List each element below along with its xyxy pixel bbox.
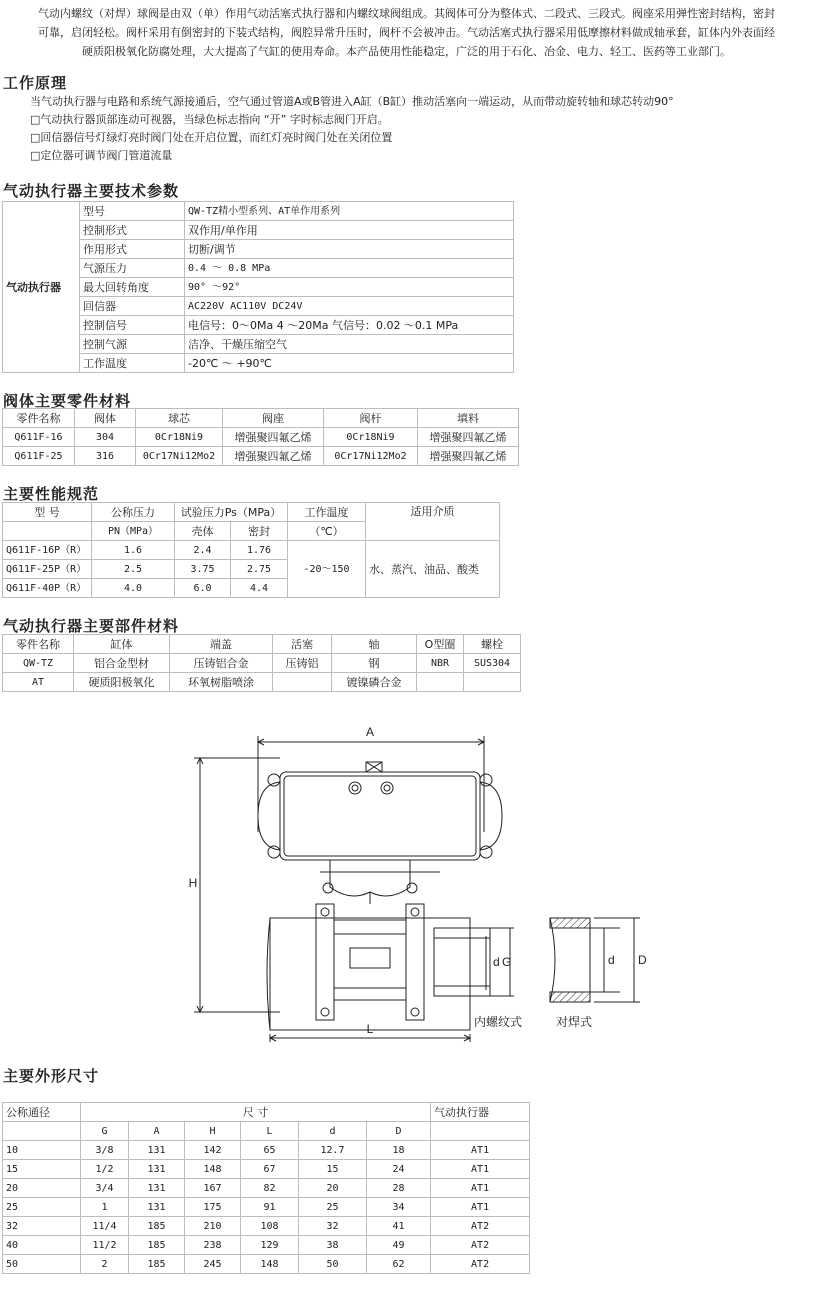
cell: 25 bbox=[299, 1198, 367, 1217]
dim-label-d: d bbox=[493, 955, 500, 969]
cell: 65 bbox=[241, 1141, 299, 1160]
param-name: 控制形式 bbox=[80, 221, 185, 240]
cell bbox=[464, 673, 521, 692]
cell: 34 bbox=[367, 1198, 431, 1217]
cell: 钢 bbox=[332, 654, 417, 673]
cell: Q611F-25P（R） bbox=[3, 560, 92, 579]
cell: 15 bbox=[299, 1160, 367, 1179]
cell: 环氧树脂喷涂 bbox=[170, 673, 273, 692]
cell: 6.0 bbox=[175, 579, 231, 598]
cell: 11/4 bbox=[81, 1217, 129, 1236]
cell: 148 bbox=[185, 1160, 241, 1179]
col-header: 气动执行器 bbox=[431, 1103, 530, 1122]
cell: 铝合金型材 bbox=[74, 654, 170, 673]
cell: 131 bbox=[129, 1141, 185, 1160]
dim-label-h: H bbox=[188, 876, 198, 890]
param-name: 回信器 bbox=[80, 297, 185, 316]
cell: 增强聚四氟乙烯 bbox=[223, 428, 324, 447]
performance-title: 主要性能规范 bbox=[3, 485, 100, 503]
table-row bbox=[3, 316, 514, 335]
col-header: L bbox=[241, 1122, 299, 1141]
col-header: 尺 寸 bbox=[81, 1103, 431, 1122]
cell: 304 bbox=[75, 428, 136, 447]
col-header: 试验压力Ps（MPa） bbox=[175, 503, 288, 522]
col-header: 活塞 bbox=[273, 635, 332, 654]
body-materials-title: 阀体主要零件材料 bbox=[3, 392, 132, 410]
table-row bbox=[3, 278, 514, 297]
cell: 增强聚四氟乙烯 bbox=[223, 447, 324, 466]
cell: 20 bbox=[299, 1179, 367, 1198]
cell: Q611F-16 bbox=[3, 428, 75, 447]
cell: 压铸铝合金 bbox=[170, 654, 273, 673]
dim-label-g: G bbox=[502, 955, 512, 969]
cell: 50 bbox=[3, 1255, 81, 1274]
col-header: 壳体 bbox=[175, 522, 231, 541]
cell: 15 bbox=[3, 1160, 81, 1179]
table-row bbox=[3, 541, 500, 560]
col-header: 阀座 bbox=[223, 409, 324, 428]
cell: 0Cr18Ni9 bbox=[136, 428, 223, 447]
col-header: PN（MPa） bbox=[92, 522, 175, 541]
cell: 2.4 bbox=[175, 541, 231, 560]
intro-line: 硬质阳极氧化防腐处理，大大提高了气缸的使用寿命。本产品使用性能稳定，广泛的用于石化、冶金、电力、轻工、医药等工业部门。 bbox=[82, 45, 731, 58]
cell: 2.5 bbox=[92, 560, 175, 579]
col-header: 零件名称 bbox=[3, 409, 75, 428]
cell: 131 bbox=[129, 1160, 185, 1179]
weld-end-drawing bbox=[540, 908, 660, 1008]
cell bbox=[417, 673, 464, 692]
param-name: 最大回转角度 bbox=[80, 278, 185, 297]
cell bbox=[3, 1122, 81, 1141]
cell: 32 bbox=[299, 1217, 367, 1236]
col-header: 轴 bbox=[332, 635, 417, 654]
param-value: QW-TZ精小型系列、AT单作用系列 bbox=[185, 202, 514, 221]
table-row bbox=[3, 654, 521, 673]
dim-label-a: A bbox=[365, 725, 375, 739]
cell: 硬质阳极氧化 bbox=[74, 673, 170, 692]
cell: 0Cr18Ni9 bbox=[324, 428, 418, 447]
cell: 20 bbox=[3, 1179, 81, 1198]
table-row bbox=[3, 447, 519, 466]
param-value: 双作用/单作用 bbox=[185, 221, 514, 240]
caption-thread-type: 内螺纹式 bbox=[474, 1015, 523, 1029]
table-row bbox=[3, 1179, 530, 1198]
col-header: 工作温度 bbox=[288, 503, 366, 522]
col-header: 公称通径 bbox=[3, 1103, 81, 1122]
cell: 3/8 bbox=[81, 1141, 129, 1160]
principle-line: 当气动执行器与电路和系统气源接通后，空气通过管道A或B管进入A缸（B缸）推动活塞向一端运动，从而带动旋转轴和球芯转动90° bbox=[30, 95, 674, 108]
actuator-params-table bbox=[2, 201, 514, 373]
cell: 91 bbox=[241, 1198, 299, 1217]
cell: 32 bbox=[3, 1217, 81, 1236]
cell: 316 bbox=[75, 447, 136, 466]
col-header: 缸体 bbox=[74, 635, 170, 654]
dimensions-body bbox=[3, 1141, 530, 1274]
cell: Q611F-25 bbox=[3, 447, 75, 466]
cell: 82 bbox=[241, 1179, 299, 1198]
cell: AT2 bbox=[431, 1217, 530, 1236]
col-header: 螺栓 bbox=[464, 635, 521, 654]
cell: 38 bbox=[299, 1236, 367, 1255]
cell: 24 bbox=[367, 1160, 431, 1179]
intro-paragraph bbox=[0, 4, 813, 61]
table-header-row bbox=[3, 1103, 530, 1122]
cell: 0Cr17Ni12Mo2 bbox=[324, 447, 418, 466]
intro-line: 可靠，启闭轻松。阀杆采用有倒密封的下装式结构，阀腔异常升压时，阀杆不会被冲击。气动活塞式执行器采用低摩擦材料做成轴承套，缸体内外表面经 bbox=[38, 26, 775, 39]
cell: 210 bbox=[185, 1217, 241, 1236]
cell: 水、蒸汽、油品、酸类 bbox=[366, 541, 500, 598]
param-value: -20℃ ～ +90℃ bbox=[185, 354, 514, 373]
dim-label-d2: d bbox=[608, 953, 615, 967]
param-value: 电信号：0～0Ma 4 ～20Ma 气信号：0.02 ～0.1 MPa bbox=[185, 316, 514, 335]
cell: SUS304 bbox=[464, 654, 521, 673]
table-row bbox=[3, 1217, 530, 1236]
cell bbox=[273, 673, 332, 692]
cell: 压铸铝 bbox=[273, 654, 332, 673]
param-name: 控制气源 bbox=[80, 335, 185, 354]
cell: 1.6 bbox=[92, 541, 175, 560]
cell: 185 bbox=[129, 1217, 185, 1236]
cell: AT1 bbox=[431, 1179, 530, 1198]
cell: AT1 bbox=[431, 1141, 530, 1160]
param-value: 切断/调节 bbox=[185, 240, 514, 259]
cell: 11/2 bbox=[81, 1236, 129, 1255]
table-row bbox=[3, 335, 514, 354]
col-header: （℃） bbox=[288, 522, 366, 541]
table-row bbox=[3, 1255, 530, 1274]
cell: 129 bbox=[241, 1236, 299, 1255]
param-value: 洁净、干燥压缩空气 bbox=[185, 335, 514, 354]
table-row bbox=[3, 1141, 530, 1160]
cell: 0Cr17Ni12Mo2 bbox=[136, 447, 223, 466]
actuator-params-title: 气动执行器主要技术参数 bbox=[3, 182, 180, 200]
param-value: 0.4 ～ 0.8 MPa bbox=[185, 259, 514, 278]
cell: 49 bbox=[367, 1236, 431, 1255]
cell: 4.4 bbox=[231, 579, 288, 598]
table-row bbox=[3, 297, 514, 316]
cell: 50 bbox=[299, 1255, 367, 1274]
cell: NBR bbox=[417, 654, 464, 673]
cell: 131 bbox=[129, 1179, 185, 1198]
col-header: H bbox=[185, 1122, 241, 1141]
col-header: 型 号 bbox=[3, 503, 92, 522]
cell: Q611F-16P（R） bbox=[3, 541, 92, 560]
cell: 18 bbox=[367, 1141, 431, 1160]
table-row bbox=[3, 1198, 530, 1217]
principle-line: □气动执行器顶部连动可视器，当绿色标志指向 “开” 字时标志阀门开启。 bbox=[30, 113, 389, 126]
col-header: 公称压力 bbox=[92, 503, 175, 522]
table-row bbox=[3, 673, 521, 692]
table-header-row bbox=[3, 503, 500, 522]
cell: 28 bbox=[367, 1179, 431, 1198]
dimensions-title: 主要外形尺寸 bbox=[3, 1067, 100, 1085]
table-row bbox=[3, 354, 514, 373]
col-header: G bbox=[81, 1122, 129, 1141]
cell: 增强聚四氟乙烯 bbox=[418, 447, 519, 466]
cell: 1.76 bbox=[231, 541, 288, 560]
cell: 167 bbox=[185, 1179, 241, 1198]
cell: 25 bbox=[3, 1198, 81, 1217]
actuator-materials-table bbox=[2, 634, 521, 692]
cell: 185 bbox=[129, 1255, 185, 1274]
col-header: 阀杆 bbox=[324, 409, 418, 428]
cell: AT1 bbox=[431, 1160, 530, 1179]
table-header-row bbox=[3, 635, 521, 654]
principle-line: □回信器信号灯绿灯亮时阀门处在开启位置，而红灯亮时阀门处在关闭位置 bbox=[30, 131, 393, 144]
param-value: 90° ～92° bbox=[185, 278, 514, 297]
col-header: 零件名称 bbox=[3, 635, 74, 654]
cell: 67 bbox=[241, 1160, 299, 1179]
performance-table bbox=[2, 502, 500, 598]
cell: 185 bbox=[129, 1236, 185, 1255]
table-row bbox=[3, 428, 519, 447]
col-header: 密封 bbox=[231, 522, 288, 541]
cell: 62 bbox=[367, 1255, 431, 1274]
col-header: 适用介质 bbox=[366, 503, 500, 541]
cell: 175 bbox=[185, 1198, 241, 1217]
cell: AT2 bbox=[431, 1236, 530, 1255]
cell: 142 bbox=[185, 1141, 241, 1160]
table-header-row bbox=[3, 1122, 530, 1141]
cell: -20～150 bbox=[288, 541, 366, 598]
principle-line: □定位器可调节阀门管道流量 bbox=[30, 149, 173, 162]
cell: 41 bbox=[367, 1217, 431, 1236]
cell: 148 bbox=[241, 1255, 299, 1274]
cell: QW-TZ bbox=[3, 654, 74, 673]
col-header: 球芯 bbox=[136, 409, 223, 428]
cell: 108 bbox=[241, 1217, 299, 1236]
table-header-row bbox=[3, 409, 519, 428]
table-row bbox=[3, 259, 514, 278]
param-name: 型号 bbox=[80, 202, 185, 221]
cell: 增强聚四氟乙烯 bbox=[418, 428, 519, 447]
col-header: 填料 bbox=[418, 409, 519, 428]
cell: 10 bbox=[3, 1141, 81, 1160]
table-row bbox=[3, 202, 514, 221]
param-name: 气源压力 bbox=[80, 259, 185, 278]
cell bbox=[3, 522, 92, 541]
cell: 3/4 bbox=[81, 1179, 129, 1198]
col-header: d bbox=[299, 1122, 367, 1141]
intro-line: 气动内螺纹（对焊）球阀是由双（单）作用气动活塞式执行器和内螺纹球阀组成。其阀体可分为整体式、二段式、三段式。阀座采用弹性密封结构，密封 bbox=[38, 7, 775, 20]
cell: 2.75 bbox=[231, 560, 288, 579]
table-row bbox=[3, 1236, 530, 1255]
param-name: 控制信号 bbox=[80, 316, 185, 335]
cell: 3.75 bbox=[175, 560, 231, 579]
dim-label-big-d: D bbox=[638, 953, 647, 967]
caption-weld-type: 对焊式 bbox=[556, 1015, 593, 1029]
actuator-materials-title: 气动执行器主要部件材料 bbox=[3, 617, 180, 635]
principle-title: 工作原理 bbox=[3, 74, 68, 92]
cell: 238 bbox=[185, 1236, 241, 1255]
col-header: D bbox=[367, 1122, 431, 1141]
cell: 1 bbox=[81, 1198, 129, 1217]
body-materials-table bbox=[2, 408, 519, 466]
cell: 12.7 bbox=[299, 1141, 367, 1160]
dimensions-table bbox=[2, 1102, 530, 1274]
group-label: 气动执行器 bbox=[3, 202, 80, 373]
table-row bbox=[3, 221, 514, 240]
param-name: 作用形式 bbox=[80, 240, 185, 259]
param-name: 工作温度 bbox=[80, 354, 185, 373]
cell: 245 bbox=[185, 1255, 241, 1274]
cell: 1/2 bbox=[81, 1160, 129, 1179]
dim-label-l: L bbox=[366, 1022, 374, 1036]
param-value: AC220V AC110V DC24V bbox=[185, 297, 514, 316]
cell: AT1 bbox=[431, 1198, 530, 1217]
cell: AT2 bbox=[431, 1255, 530, 1274]
col-header: 端盖 bbox=[170, 635, 273, 654]
cell: 40 bbox=[3, 1236, 81, 1255]
cell: Q611F-40P（R） bbox=[3, 579, 92, 598]
cell: 4.0 bbox=[92, 579, 175, 598]
cell: 镀镍磷合金 bbox=[332, 673, 417, 692]
col-header: O型圈 bbox=[417, 635, 464, 654]
cell: 2 bbox=[81, 1255, 129, 1274]
cell: AT bbox=[3, 673, 74, 692]
table-row bbox=[3, 240, 514, 259]
table-row bbox=[3, 1160, 530, 1179]
col-header: A bbox=[129, 1122, 185, 1141]
col-header: 阀体 bbox=[75, 409, 136, 428]
cell: 131 bbox=[129, 1198, 185, 1217]
cell bbox=[431, 1122, 530, 1141]
